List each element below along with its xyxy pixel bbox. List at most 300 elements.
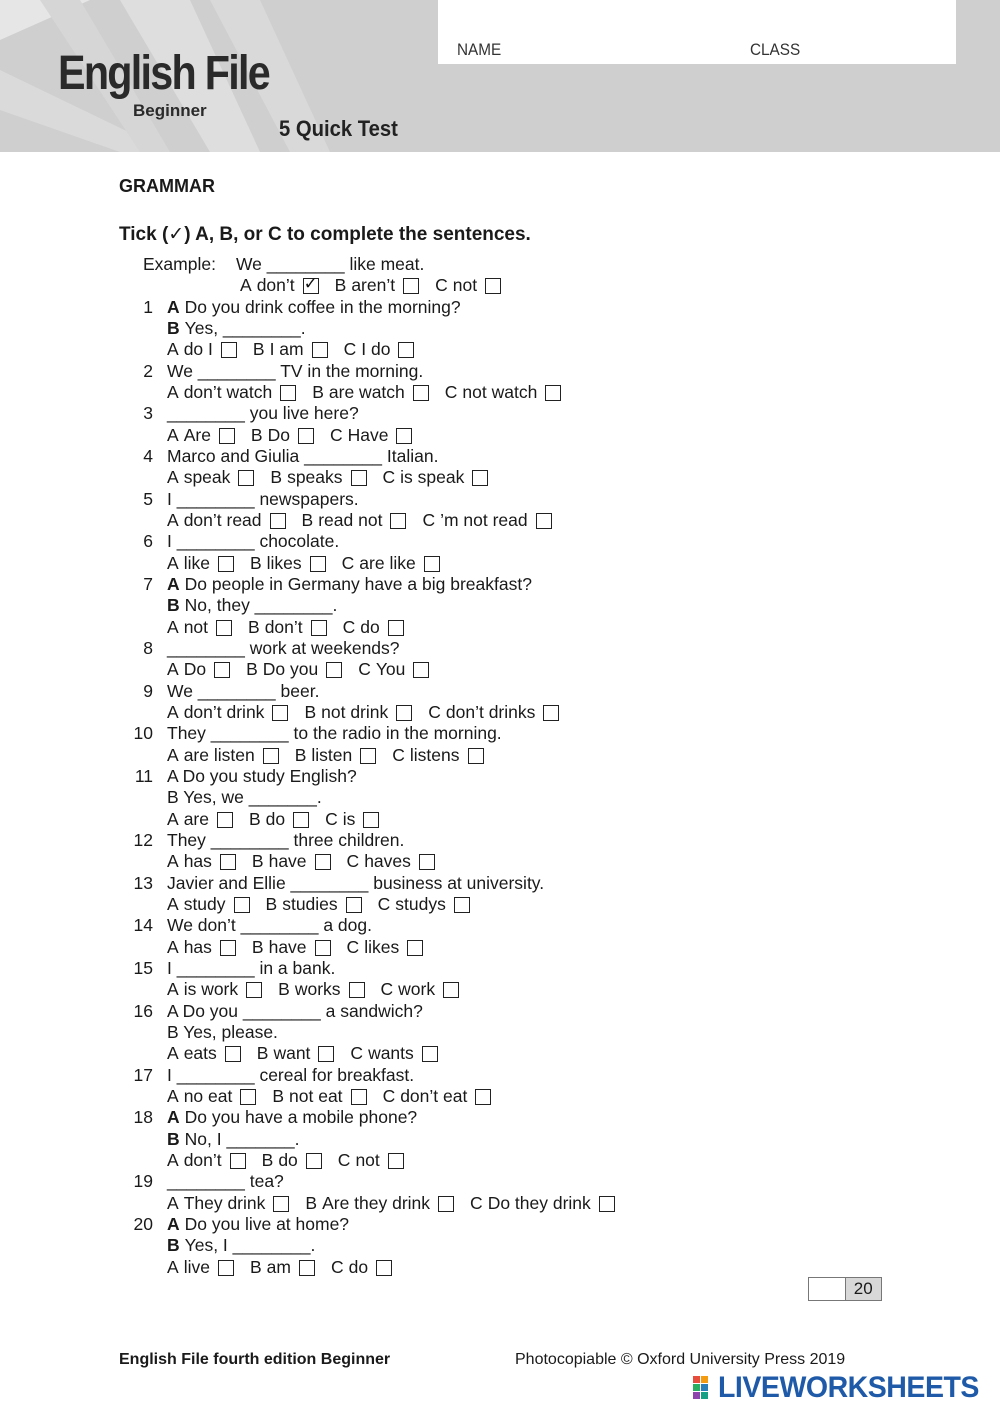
question-15-line (133, 957, 336, 979)
option-a (167, 851, 236, 872)
question-17-options (167, 1086, 507, 1107)
option-text: are watch (328, 381, 405, 402)
option-letter: A (167, 979, 179, 1000)
answer-checkbox[interactable] (238, 470, 254, 486)
answer-checkbox[interactable] (230, 1153, 246, 1169)
question-text: We ________ TV in the morning. (167, 360, 424, 381)
option-text: speak (183, 467, 231, 488)
question-9-line (143, 680, 320, 702)
option-text: I do (361, 339, 391, 360)
answer-checkbox[interactable] (545, 385, 561, 401)
example-option-a (240, 275, 319, 296)
answer-checkbox[interactable] (349, 982, 365, 998)
question-text: No, I _______. (184, 1128, 300, 1149)
option-text: don’t watch (183, 381, 273, 402)
speaker-label: A (167, 296, 180, 317)
question-number: 6 (143, 531, 153, 552)
example-sentence: We ________ like meat. (235, 254, 425, 274)
option-text: not eat (289, 1085, 343, 1106)
question-16-line (167, 1022, 278, 1043)
option-a (167, 1193, 289, 1214)
option-text: want (273, 1043, 311, 1064)
question-number: 11 (134, 765, 153, 786)
option-a (167, 617, 232, 638)
question-15-options (167, 979, 475, 1000)
answer-checkbox[interactable] (270, 513, 286, 529)
option-letter: B (312, 381, 324, 402)
answer-checkbox[interactable] (360, 748, 376, 764)
option-text: haves (364, 851, 411, 872)
option-text: Are they drink (322, 1192, 431, 1213)
option-a (167, 425, 235, 446)
option-letter: C (337, 1149, 351, 1170)
option-letter: A (167, 424, 179, 445)
option-text: not watch (462, 381, 538, 402)
score-total: 20 (846, 1278, 882, 1300)
question-1-options (167, 339, 430, 360)
question-20-line (167, 1235, 315, 1256)
option-b (248, 617, 327, 638)
answer-checkbox[interactable] (221, 342, 237, 358)
option-letter: B (272, 1085, 285, 1106)
option-text: are like (359, 552, 416, 573)
question-text: Do people in Germany have a big breakfast? (184, 573, 532, 594)
option-a (167, 510, 286, 531)
option-text: You (375, 659, 406, 680)
answer-checkbox[interactable] (388, 620, 404, 636)
option-letter: B (305, 1192, 318, 1213)
question-text: I ________ chocolate. (167, 531, 340, 552)
answer-checkbox[interactable] (326, 662, 342, 678)
question-text: Yes, I ________. (184, 1235, 316, 1256)
question-7-line (143, 573, 532, 595)
question-number: 10 (133, 723, 153, 744)
option-letter: C (358, 659, 371, 680)
question-5-line (143, 488, 359, 510)
question-17-line (133, 1064, 415, 1086)
option-text: studies (282, 893, 338, 914)
example-options (240, 275, 517, 296)
answer-checkbox[interactable] (351, 1089, 367, 1105)
answer-checkbox[interactable] (315, 940, 331, 956)
question-3-line (143, 403, 359, 424)
option-text: likes (364, 936, 400, 957)
answer-checkbox[interactable] (403, 278, 419, 294)
liveworksheets-icon (692, 1375, 718, 1401)
option-c (350, 1043, 437, 1064)
option-b (266, 894, 362, 915)
answer-checkbox[interactable] (396, 705, 412, 721)
question-text: I ________ in a bank. (167, 957, 336, 978)
option-letter: B (304, 701, 317, 722)
option-a (167, 894, 250, 915)
option-b (272, 1086, 366, 1107)
option-letter: A (167, 1085, 179, 1106)
answer-checkbox[interactable] (472, 470, 488, 486)
question-number: 12 (133, 829, 153, 850)
option-letter: B (250, 424, 263, 445)
option-text: They drink (183, 1192, 266, 1213)
option-a (167, 1257, 234, 1278)
option-c (470, 1193, 615, 1214)
option-c (330, 425, 413, 446)
option-text: studys (395, 893, 446, 914)
option-letter: C (435, 275, 448, 296)
answer-checkbox[interactable] (413, 662, 429, 678)
option-a (167, 1043, 241, 1064)
answer-checkbox[interactable] (454, 897, 470, 913)
question-20-line (133, 1213, 350, 1235)
answer-checkbox[interactable] (419, 854, 435, 870)
option-text: not (183, 616, 209, 637)
answer-checkbox[interactable] (218, 1260, 234, 1276)
question-18-line (167, 1129, 299, 1150)
answer-checkbox[interactable] (363, 812, 379, 828)
answer-checkbox[interactable] (220, 940, 236, 956)
option-letter: A (167, 552, 179, 573)
option-b (270, 467, 366, 488)
question-6-line (143, 531, 340, 552)
option-letter: A (167, 1043, 179, 1064)
option-b (252, 851, 331, 872)
option-text: not (452, 275, 478, 296)
option-text: don’t (183, 1149, 222, 1170)
option-letter: B (249, 1256, 262, 1277)
question-number: 15 (133, 957, 153, 978)
option-a (167, 745, 279, 766)
option-a (167, 809, 233, 830)
option-letter: C (346, 851, 360, 872)
option-text: aren’t (351, 275, 396, 296)
question-14-line (133, 915, 372, 936)
option-text: do (278, 1149, 298, 1170)
speaker-label: A (167, 1107, 180, 1128)
option-letter: C (382, 1085, 396, 1106)
option-letter: A (167, 1192, 179, 1213)
option-letter: C (380, 979, 394, 1000)
option-a (167, 382, 296, 403)
answer-checkbox[interactable] (234, 897, 250, 913)
option-letter: B (261, 1149, 274, 1170)
option-b (253, 339, 328, 360)
option-text: do (265, 808, 286, 829)
answer-checkbox[interactable] (388, 1153, 404, 1169)
option-a (167, 937, 236, 958)
answer-checkbox[interactable] (468, 748, 484, 764)
question-text: We don’t ________ a dog. (167, 915, 372, 936)
option-letter: B (248, 616, 260, 637)
answer-checkbox[interactable] (263, 748, 279, 764)
answer-checkbox[interactable] (346, 897, 362, 913)
option-b (252, 937, 331, 958)
question-19-line (133, 1171, 284, 1192)
option-text: do I (183, 339, 213, 360)
option-c (378, 894, 470, 915)
option-letter: C (330, 1256, 344, 1277)
option-b (305, 1193, 454, 1214)
option-b (262, 1150, 322, 1171)
option-c (331, 1257, 392, 1278)
answer-checkbox[interactable] (217, 812, 233, 828)
option-c (347, 937, 424, 958)
question-11-line (167, 787, 322, 808)
answer-checkbox[interactable] (443, 982, 459, 998)
answer-checkbox[interactable] (390, 513, 406, 529)
answer-checkbox[interactable] (303, 274, 319, 294)
option-letter: C (392, 744, 405, 765)
answer-checkbox[interactable] (315, 854, 331, 870)
question-6-options (167, 553, 456, 574)
answer-checkbox[interactable] (422, 1046, 438, 1062)
option-text: ’m not read (440, 509, 528, 530)
option-letter: B (294, 744, 307, 765)
speaker-label: A (167, 573, 180, 594)
question-4-line (143, 445, 439, 467)
speaker-label: B (167, 1235, 180, 1256)
option-text: don’t eat (400, 1085, 468, 1106)
question-7-options (167, 617, 420, 638)
answer-checkbox[interactable] (299, 1260, 315, 1276)
answer-checkbox[interactable] (240, 1089, 256, 1105)
option-letter: C (325, 808, 338, 829)
option-text: has (183, 851, 212, 872)
example-line (143, 254, 424, 275)
answer-checkbox[interactable] (485, 278, 501, 294)
question-7-line (167, 595, 337, 616)
score-input[interactable] (809, 1278, 846, 1300)
answer-checkbox[interactable] (396, 428, 412, 444)
option-b (249, 809, 309, 830)
question-11-options (167, 809, 395, 830)
option-c (381, 979, 460, 1000)
answer-checkbox[interactable] (306, 1153, 322, 1169)
option-c (392, 745, 483, 766)
option-text: Do (183, 659, 207, 680)
option-text: no eat (183, 1085, 233, 1106)
answer-checkbox[interactable] (218, 556, 234, 572)
option-letter: B (249, 552, 262, 573)
question-13-line (133, 872, 545, 894)
question-number: 13 (133, 872, 153, 893)
option-b (278, 979, 364, 1000)
answer-checkbox[interactable] (351, 470, 367, 486)
name-class-box (438, 0, 956, 64)
option-a (167, 702, 288, 723)
question-text: Javier and Ellie ________ business at university. (167, 872, 545, 893)
option-letter: A (167, 744, 179, 765)
option-text: works (294, 979, 341, 1000)
option-text: is work (183, 979, 239, 1000)
option-text: have (268, 851, 307, 872)
answer-checkbox[interactable] (216, 620, 232, 636)
option-text: is speak (400, 467, 465, 488)
option-c (422, 510, 551, 531)
question-number: 3 (143, 403, 153, 424)
question-5-options (167, 510, 568, 531)
option-c (383, 467, 489, 488)
option-text: are (183, 808, 209, 829)
option-text: is (342, 808, 356, 829)
option-letter: C (329, 424, 343, 445)
option-letter: A (167, 659, 179, 680)
answer-checkbox[interactable] (536, 513, 552, 529)
option-text: Do they drink (487, 1192, 591, 1213)
option-a (167, 979, 262, 1000)
question-number: 4 (143, 445, 153, 466)
option-a (167, 467, 254, 488)
question-number: 19 (133, 1171, 153, 1192)
option-letter: B (251, 851, 264, 872)
question-12-line (133, 829, 405, 851)
option-b (295, 745, 377, 766)
question-number: 8 (143, 637, 153, 658)
option-text: don’t drink (183, 701, 265, 722)
name-label: NAME (457, 40, 502, 59)
question-text: A Do you study English? (167, 765, 357, 786)
answer-checkbox[interactable] (273, 1196, 289, 1212)
option-text: study (183, 893, 226, 914)
answer-checkbox[interactable] (220, 854, 236, 870)
option-letter: B (301, 509, 314, 530)
answer-checkbox[interactable] (413, 385, 429, 401)
speaker-label: B (167, 317, 180, 338)
question-18-line (133, 1107, 418, 1128)
option-letter: A (167, 808, 179, 829)
liveworksheets-logo (692, 1372, 993, 1404)
option-text: don’t (264, 616, 303, 637)
option-letter: C (444, 381, 458, 402)
option-text: listens (409, 744, 460, 765)
question-10-options (167, 745, 500, 766)
question-number: 14 (133, 915, 153, 936)
answer-checkbox[interactable] (310, 556, 326, 572)
option-letter: C (342, 616, 356, 637)
option-c (325, 809, 379, 830)
answer-checkbox[interactable] (312, 342, 328, 358)
question-number: 16 (133, 1000, 153, 1021)
answer-checkbox[interactable] (475, 1089, 491, 1105)
option-letter: A (167, 467, 179, 488)
answer-checkbox[interactable] (407, 940, 423, 956)
answer-checkbox[interactable] (246, 982, 262, 998)
option-c (347, 851, 435, 872)
option-letter: B (256, 1043, 269, 1064)
option-text: speaks (287, 467, 343, 488)
option-c (338, 1150, 404, 1171)
option-text: Do (267, 424, 290, 445)
option-text: do (348, 1256, 369, 1277)
speaker-label: B (167, 595, 180, 616)
speaker-label: B (167, 1128, 180, 1149)
question-14-options (167, 937, 439, 958)
option-a (167, 659, 230, 680)
option-text: not drink (321, 701, 389, 722)
answer-checkbox[interactable] (298, 428, 314, 444)
option-text: has (183, 936, 212, 957)
option-text: like (183, 552, 210, 573)
option-c (342, 553, 440, 574)
question-text: Yes, ________. (184, 317, 306, 338)
question-text: We ________ beer. (167, 680, 320, 701)
option-letter: C (428, 701, 441, 722)
score-box (808, 1277, 882, 1301)
answer-checkbox[interactable] (318, 1046, 334, 1062)
question-text: They ________ three children. (167, 829, 405, 850)
question-2-line (143, 360, 424, 382)
answer-checkbox[interactable] (398, 342, 414, 358)
page-header (0, 0, 1000, 152)
question-number: 5 (143, 488, 153, 509)
option-b (250, 1257, 315, 1278)
question-text: Do you have a mobile phone? (184, 1107, 418, 1128)
option-letter: C (350, 1043, 364, 1064)
footer-edition: English File fourth edition Beginner (119, 1351, 391, 1368)
option-letter: A (167, 509, 179, 530)
answer-checkbox[interactable] (225, 1046, 241, 1062)
option-b (246, 659, 342, 680)
answer-checkbox[interactable] (293, 812, 309, 828)
option-letter: B (334, 275, 347, 296)
answer-checkbox[interactable] (424, 556, 440, 572)
question-text: B Yes, please. (167, 1021, 278, 1042)
option-letter: B (251, 936, 264, 957)
answer-checkbox[interactable] (219, 428, 235, 444)
answer-checkbox[interactable] (543, 705, 559, 721)
answer-checkbox[interactable] (438, 1196, 454, 1212)
option-a (167, 553, 234, 574)
answer-checkbox[interactable] (272, 705, 288, 721)
option-letter: A (240, 275, 252, 296)
question-3-options (167, 425, 428, 446)
class-label: CLASS (750, 40, 801, 59)
option-letter: A (167, 893, 179, 914)
option-text: don’t read (183, 509, 262, 530)
option-letter: B (252, 339, 265, 360)
option-b (250, 553, 326, 574)
brand-level: Beginner (133, 101, 207, 120)
option-a (167, 1086, 256, 1107)
option-letter: B (278, 979, 290, 1000)
question-number: 9 (143, 680, 153, 701)
option-c (343, 617, 404, 638)
option-text: are listen (183, 744, 255, 765)
answer-checkbox[interactable] (311, 620, 327, 636)
question-8-options (167, 659, 445, 680)
question-16-line (133, 1000, 423, 1022)
question-11-line (134, 765, 357, 787)
question-text: Do you drink coffee in the morning? (184, 296, 461, 317)
option-text: work (398, 979, 436, 1000)
answer-checkbox[interactable] (599, 1196, 615, 1212)
option-b (257, 1043, 335, 1064)
option-text: Are (183, 424, 211, 445)
question-number: 1 (143, 296, 153, 317)
option-text: am (266, 1256, 291, 1277)
answer-checkbox[interactable] (280, 385, 296, 401)
question-1-line (167, 318, 306, 339)
option-text: eats (183, 1043, 217, 1064)
option-b (304, 702, 412, 723)
answer-checkbox[interactable] (376, 1260, 392, 1276)
question-4-options (167, 467, 504, 488)
answer-checkbox[interactable] (214, 662, 230, 678)
example-label: Example: (143, 254, 216, 274)
option-b (251, 425, 314, 446)
question-number: 18 (133, 1107, 153, 1128)
option-text: not (355, 1149, 380, 1170)
liveworksheets-wordmark: LIVEWORKSHEETS (718, 1371, 979, 1404)
option-text: don’t drinks (445, 701, 536, 722)
